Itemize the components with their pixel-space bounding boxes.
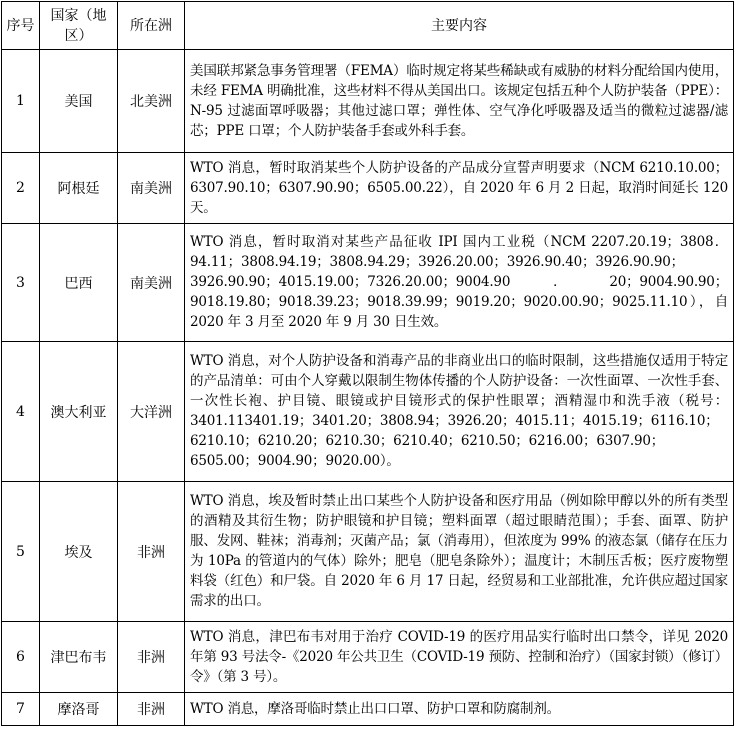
row-country: 埃及	[40, 482, 118, 622]
header-country: 国家（地区）	[40, 2, 118, 50]
row-region: 非洲	[118, 693, 185, 726]
header-content: 主要内容	[185, 2, 734, 50]
table-row	[2, 342, 734, 482]
header-region: 所在洲	[118, 2, 185, 50]
row-no: 2	[2, 153, 40, 224]
row-country: 巴西	[40, 224, 118, 342]
row-country: 阿根廷	[40, 153, 118, 224]
row-no: 4	[2, 342, 40, 482]
row-country: 摩洛哥	[40, 693, 118, 726]
row-country: 美国	[40, 50, 118, 153]
row-content: WTO 消息，暂时取消对某些产品征收 IPI 国内工业税（NCM 2207.20.19；3808．94.11；3808.94.19；3808.94.29；3926.20.00；3926.90.40；3926.90.90；3926.90.90；4015.19.00；7326.20.00；9004.90．20；9004.90.90；9018.19.80；9018.39.23；9018.39.99；9019.20；9020.00.90；9025.11.10），自 2020 年 3 月至 2020 年 9 月 30 日生效。	[185, 224, 734, 342]
row-no: 7	[2, 693, 40, 726]
row-region: 非洲	[118, 482, 185, 622]
table-row	[2, 153, 734, 224]
table-row	[2, 50, 734, 153]
export-restrictions-table	[1, 1, 734, 726]
row-no: 6	[2, 622, 40, 693]
table-row	[2, 224, 734, 342]
row-content: WTO 消息，暂时取消某些个人防护设备的产品成分宣誓声明要求（NCM 6210.10.00；6307.90.10；6307.90.90；6505.00.22），自 2020 年 6 月 2 日起，取消时间延长 120 天。	[185, 153, 734, 224]
table-row	[2, 693, 734, 726]
row-no: 3	[2, 224, 40, 342]
row-region: 北美洲	[118, 50, 185, 153]
table-row	[2, 622, 734, 693]
row-region: 非洲	[118, 622, 185, 693]
row-region: 南美洲	[118, 224, 185, 342]
row-content: 美国联邦紧急事务管理署（FEMA）临时规定将某些稀缺或有威胁的材料分配给国内使用，未经 FEMA 明确批准，这些材料不得从美国出口。该规定包括五种个人防护装备（PPE）：N-95 过滤面罩呼吸器；其他过滤口罩；弹性体、空气净化呼吸器及适当的微粒过滤器/滤芯；PPE 口罩；个人防护装备手套或外科手套。	[185, 50, 734, 153]
row-country: 澳大利亚	[40, 342, 118, 482]
row-country: 津巴布韦	[40, 622, 118, 693]
row-content: WTO 消息，埃及暂时禁止出口某些个人防护设备和医疗用品（例如除甲醇以外的所有类型的酒精及其衍生物；防护眼镜和护目镜；塑料面罩（超过眼睛范围）；手套、面罩、防护服、发网、鞋袜；消毒剂；灭菌产品；氯（消毒用），但浓度为 99% 的液态氯（储存在压力为 10Pa 的管道内的气体）除外；肥皂（肥皂条除外）；温度计；木制压舌板；医疗废物塑料袋（红色）和尸袋。自 2020 年 6 月 17 日起，经贸易和工业部批准，允许供应超过国家需求的出口。	[185, 482, 734, 622]
row-region: 大洋洲	[118, 342, 185, 482]
row-content: WTO 消息，摩洛哥临时禁止出口口罩、防护口罩和防腐制剂。	[185, 693, 734, 726]
row-content: WTO 消息，津巴布韦对用于治疗 COVID-19 的医疗用品实行临时出口禁令，详见 2020 年第 93 号法令-《2020 年公共卫生（COVID-19 预防、控制和治疗）（国家封锁）（修订）令》（第 3 号）。	[185, 622, 734, 693]
table-row	[2, 482, 734, 622]
table-header-row	[2, 2, 734, 50]
row-no: 5	[2, 482, 40, 622]
row-no: 1	[2, 50, 40, 153]
row-region: 南美洲	[118, 153, 185, 224]
header-no: 序号	[2, 2, 40, 50]
row-content: WTO 消息，对个人防护设备和消毒产品的非商业出口的临时限制，这些措施仅适用于特定的产品清单：可由个人穿戴以限制生物体传播的个人防护设备：一次性面罩、一次性手套、一次性长袍、护目镜、眼镜或护目镜形式的保护性眼罩；酒精湿巾和洗手液（税号：3401.113401.19；3401.20；3808.94；3926.20；4015.11；4015.19；6116.10；6210.10；6210.20；6210.30；6210.40；6210.50；6216.00；6307.90；6505.00；9004.90；9020.00）。	[185, 342, 734, 482]
